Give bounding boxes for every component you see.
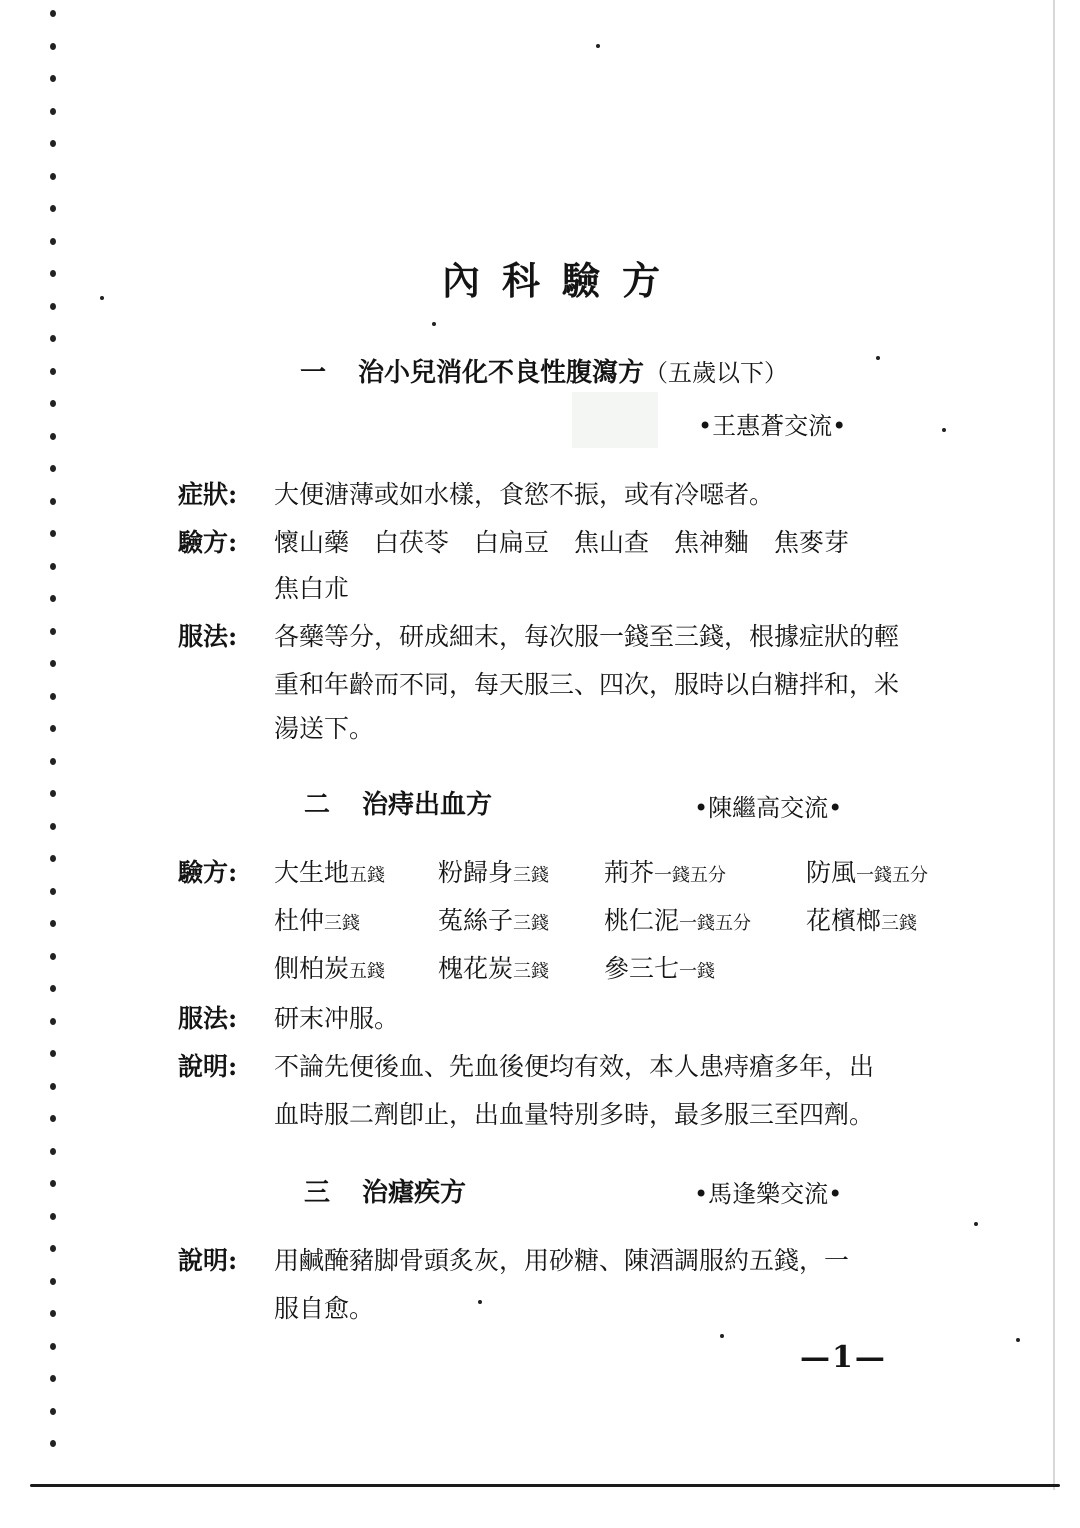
ink-speck — [478, 1300, 482, 1304]
note-label: 說明: — [178, 1052, 238, 1081]
binding-hole — [50, 205, 56, 212]
binding-hole — [50, 888, 56, 895]
section-1-number: 一 — [300, 358, 327, 388]
herb-dose: 三錢 — [324, 913, 361, 934]
binding-hole — [50, 433, 56, 440]
usage-text: 研末冲服。 — [274, 1004, 400, 1033]
binding-hole — [50, 530, 56, 537]
herb-dose: 三錢 — [881, 913, 918, 934]
herb-dose: 一錢五分 — [679, 913, 752, 934]
section-3-contributor: •馬逢樂交流• — [694, 1180, 843, 1208]
binding-hole — [50, 693, 56, 700]
binding-hole — [50, 1083, 56, 1090]
note-line: 服自愈。 — [274, 1294, 375, 1323]
herb-name: 桃仁泥 — [604, 906, 680, 935]
binding-hole — [50, 920, 56, 927]
binding-hole — [50, 43, 56, 50]
section-3-number: 三 — [304, 1178, 331, 1208]
usage-label: 服法: — [178, 622, 238, 651]
herb-item — [604, 898, 751, 947]
binding-hole — [50, 108, 56, 115]
binding-hole — [50, 790, 56, 797]
binding-hole — [50, 465, 56, 472]
recipe-label: 驗方: — [178, 858, 238, 887]
herb-dose: 五錢 — [349, 961, 386, 982]
binding-hole — [50, 140, 56, 147]
binding-hole — [50, 1018, 56, 1025]
section-1-title: 治小兒消化不良性腹瀉方 — [358, 358, 645, 388]
herb-dose: 三錢 — [513, 961, 550, 982]
page-edge — [1053, 0, 1055, 1490]
section-1-heading — [300, 352, 788, 389]
herb-name: 粉歸身 — [438, 858, 514, 887]
usage-line: 重和年齡而不同，每天服三、四次，服時以白糖拌和，米 — [274, 670, 900, 699]
herb-dose: 五錢 — [349, 865, 386, 886]
binding-hole — [50, 953, 56, 960]
binding-hole — [50, 238, 56, 245]
binding-hole — [50, 563, 56, 570]
binding-hole — [50, 1050, 56, 1057]
binding-hole — [50, 823, 56, 830]
ink-speck — [432, 322, 436, 326]
herb-name: 槐花炭 — [438, 954, 514, 983]
section-2-title: 治痔出血方 — [362, 790, 493, 820]
herb-dose: 三錢 — [513, 865, 550, 886]
binding-hole — [50, 1375, 56, 1382]
usage-label: 服法: — [178, 1004, 238, 1033]
herb-name: 荊芥 — [604, 858, 655, 887]
binding-hole — [50, 1213, 56, 1220]
page-number: —1— — [800, 1340, 887, 1375]
section-3-heading — [304, 1172, 466, 1209]
herb-item — [604, 946, 715, 995]
note-line: 不論先便後血、先血後便均有效，本人患痔瘡多年，出 — [274, 1052, 875, 1081]
herb-dose: 三錢 — [513, 913, 550, 934]
herb-item — [438, 850, 549, 899]
herb-name: 參三七 — [604, 954, 680, 983]
herb-name: 菟絲子 — [438, 906, 514, 935]
note-line: 血時服二劑卽止，出血量特別多時，最多服三至四劑。 — [274, 1100, 875, 1129]
binding-hole — [50, 498, 56, 505]
note-line: 用鹹醃豬脚骨頭炙灰，用砂糖、陳酒調服約五錢，一 — [274, 1246, 850, 1275]
binding-holes — [44, 0, 64, 1528]
recipe-line: 懷山藥 白茯苓 白扁豆 焦山查 焦神麯 焦麥芽 — [274, 528, 850, 557]
binding-hole — [50, 400, 56, 407]
herb-item — [806, 898, 917, 947]
symptom-text: 大便溏薄或如水樣，食慾不振，或有冷噁者。 — [274, 480, 775, 509]
binding-hole — [50, 1278, 56, 1285]
binding-hole — [50, 1310, 56, 1317]
herb-name: 花檳榔 — [806, 906, 882, 935]
symptom-label: 症狀: — [178, 480, 238, 509]
herb-name: 側柏炭 — [274, 954, 350, 983]
section-3-title: 治瘧疾方 — [362, 1178, 467, 1208]
binding-hole — [50, 855, 56, 862]
ink-speck — [596, 44, 600, 48]
binding-hole — [50, 1148, 56, 1155]
herb-item — [438, 946, 549, 995]
binding-hole — [50, 985, 56, 992]
binding-hole — [50, 368, 56, 375]
binding-hole — [50, 1115, 56, 1122]
recipe-label: 驗方: — [178, 528, 238, 557]
binding-hole — [50, 1343, 56, 1350]
note-label: 說明: — [178, 1246, 238, 1275]
binding-hole — [50, 1180, 56, 1187]
herb-item — [604, 850, 726, 899]
ink-speck — [942, 428, 946, 432]
section-2-heading — [304, 784, 492, 821]
ink-speck — [974, 1222, 978, 1226]
binding-hole — [50, 1408, 56, 1415]
binding-hole — [50, 758, 56, 765]
herb-dose: 一錢 — [679, 961, 716, 982]
section-1-contributor: •王惠蒼交流• — [698, 412, 847, 440]
bottom-rule — [30, 1484, 1060, 1487]
usage-line: 湯送下。 — [274, 714, 375, 743]
binding-hole — [50, 660, 56, 667]
herb-item — [806, 850, 928, 899]
binding-hole — [50, 173, 56, 180]
herb-name: 防風 — [806, 858, 857, 887]
binding-hole — [50, 628, 56, 635]
herb-item — [274, 850, 385, 899]
herb-name: 大生地 — [274, 858, 350, 887]
binding-hole — [50, 10, 56, 17]
section-2-number: 二 — [304, 790, 331, 820]
page-title: 內科驗方 — [441, 258, 682, 303]
binding-hole — [50, 75, 56, 82]
binding-hole — [50, 1440, 56, 1447]
usage-line: 各藥等分，研成細末，每次服一錢至三錢，根據症狀的輕 — [274, 622, 900, 651]
ink-speck — [1016, 1338, 1020, 1342]
binding-hole — [50, 1245, 56, 1252]
herb-item — [274, 946, 385, 995]
scan-smudge — [572, 392, 658, 448]
section-2-contributor: •陳繼高交流• — [694, 794, 843, 822]
recipe-line: 焦白朮 — [274, 574, 350, 603]
section-1-note: （五歲以下） — [644, 359, 789, 387]
herb-dose: 一錢五分 — [654, 865, 727, 886]
ink-speck — [720, 1334, 724, 1338]
binding-hole — [50, 725, 56, 732]
herb-item — [438, 898, 549, 947]
herb-name: 杜仲 — [274, 906, 325, 935]
binding-hole — [50, 335, 56, 342]
binding-hole — [50, 595, 56, 602]
herb-dose: 一錢五分 — [856, 865, 929, 886]
herb-item — [274, 898, 360, 947]
ink-speck — [876, 356, 880, 360]
